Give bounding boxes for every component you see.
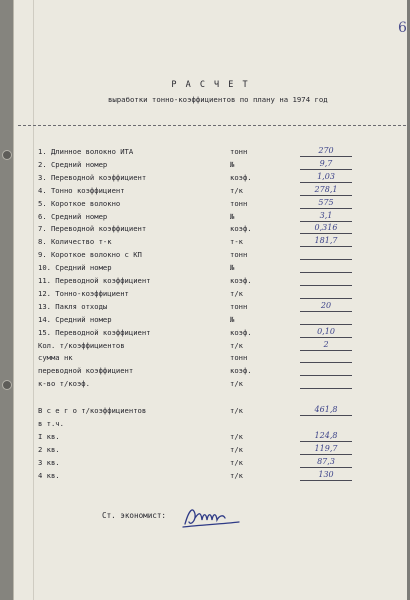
row-label: 4 кв.: [38, 471, 60, 480]
row-unit: тонн: [230, 250, 248, 260]
row-unit: коэф.: [230, 224, 252, 234]
row-value: [300, 275, 352, 286]
row-label: 15. Переводной коэффициент: [38, 327, 151, 337]
row-value: [300, 352, 352, 363]
row-unit: тонн: [230, 353, 248, 363]
row-value: 87,3: [300, 457, 352, 468]
row-unit: т/к: [230, 471, 243, 480]
page-number: 6: [398, 20, 407, 36]
row-unit: т/к: [230, 406, 243, 415]
row-value: [300, 378, 352, 389]
row-value: 1,03: [300, 172, 352, 183]
row-label: 3. Переводной коэффициент: [38, 172, 147, 182]
row-label: 8. Количество т-к: [38, 237, 112, 247]
row-unit: №: [230, 314, 235, 324]
row-unit: коэф.: [230, 172, 252, 182]
row-label: 5. Короткое волокно: [38, 198, 121, 208]
row-value: 278,1: [300, 185, 352, 196]
row-value: 575: [300, 198, 352, 209]
margin-line: [33, 0, 34, 600]
document-page: [13, 0, 407, 600]
row-value: 20: [300, 301, 352, 312]
row-value: 0,316: [300, 223, 352, 234]
row-label: 12. Тонно-коэффициент: [38, 288, 129, 298]
row-value: [300, 288, 352, 299]
row-label: 3 кв.: [38, 458, 60, 467]
row-unit: т-к: [230, 237, 243, 247]
row-label: 7. Переводной коэффициент: [38, 224, 147, 234]
row-value: 9,7: [300, 159, 352, 170]
row-value: 124,8: [300, 431, 352, 442]
row-label: 13. Пакля отходы: [38, 301, 108, 311]
row-value: 461,8: [300, 405, 352, 416]
document-title: Р А С Ч Е Т: [171, 80, 250, 90]
row-label: 4. Тонно коэффициент: [38, 185, 125, 195]
document-subtitle: выработки тонно-коэффициентов по плану на 1974 год: [108, 95, 328, 104]
handwritten-signature: [181, 500, 241, 532]
row-value: 270: [300, 146, 352, 157]
row-label: 11. Переводной коэффициент: [38, 276, 151, 285]
binder-strip: [0, 0, 13, 600]
row-value: 130: [300, 470, 352, 481]
row-unit: т/к: [230, 185, 243, 195]
row-label: к-во т/коэф.: [38, 379, 90, 389]
row-label: в т.ч.: [38, 419, 64, 428]
row-value: [300, 365, 352, 376]
row-value: 119,7: [300, 444, 352, 455]
row-unit: тонн: [230, 198, 248, 208]
row-unit: тонн: [230, 147, 248, 156]
row-label: переводной коэффициент: [38, 366, 134, 376]
row-unit: т/к: [230, 445, 243, 454]
row-label: 10. Средний номер: [38, 263, 112, 273]
row-unit: т/к: [230, 458, 243, 467]
economist-label: Ст. экономист:: [102, 511, 167, 520]
header-divider: [18, 125, 406, 126]
row-label: 14. Средний номер: [38, 314, 112, 324]
row-unit: №: [230, 211, 235, 221]
row-unit: т/к: [230, 432, 243, 441]
row-label: В с е г о т/коэффициентов: [38, 406, 147, 415]
row-value: 181,7: [300, 236, 352, 247]
row-label: 6. Средний номер: [38, 211, 108, 221]
row-unit: коэф.: [230, 327, 252, 337]
row-value: 2: [300, 340, 352, 351]
row-label: 9. Короткое волокно с КП: [38, 250, 142, 260]
row-unit: №: [230, 263, 235, 273]
row-unit: т/к: [230, 379, 243, 389]
row-unit: т/к: [230, 288, 243, 298]
row-unit: коэф.: [230, 276, 252, 285]
row-value: [300, 249, 352, 260]
row-label: 1. Длинное волокно ИТА: [38, 147, 134, 156]
row-label: 2 кв.: [38, 445, 60, 454]
row-label: Кол. т/коэффициентов: [38, 340, 125, 350]
punch-hole: [2, 150, 12, 160]
row-unit: №: [230, 159, 235, 169]
row-label: сумма нк: [38, 353, 73, 363]
row-unit: коэф.: [230, 366, 252, 376]
row-value: [300, 262, 352, 273]
row-value: [300, 314, 352, 325]
row-label: I кв.: [38, 432, 60, 441]
row-value: 0,10: [300, 327, 352, 338]
row-label: 2. Средний номер: [38, 159, 108, 169]
punch-hole: [2, 380, 12, 390]
row-unit: тонн: [230, 301, 248, 311]
row-unit: т/к: [230, 340, 243, 350]
row-value: 3,1: [300, 211, 352, 222]
